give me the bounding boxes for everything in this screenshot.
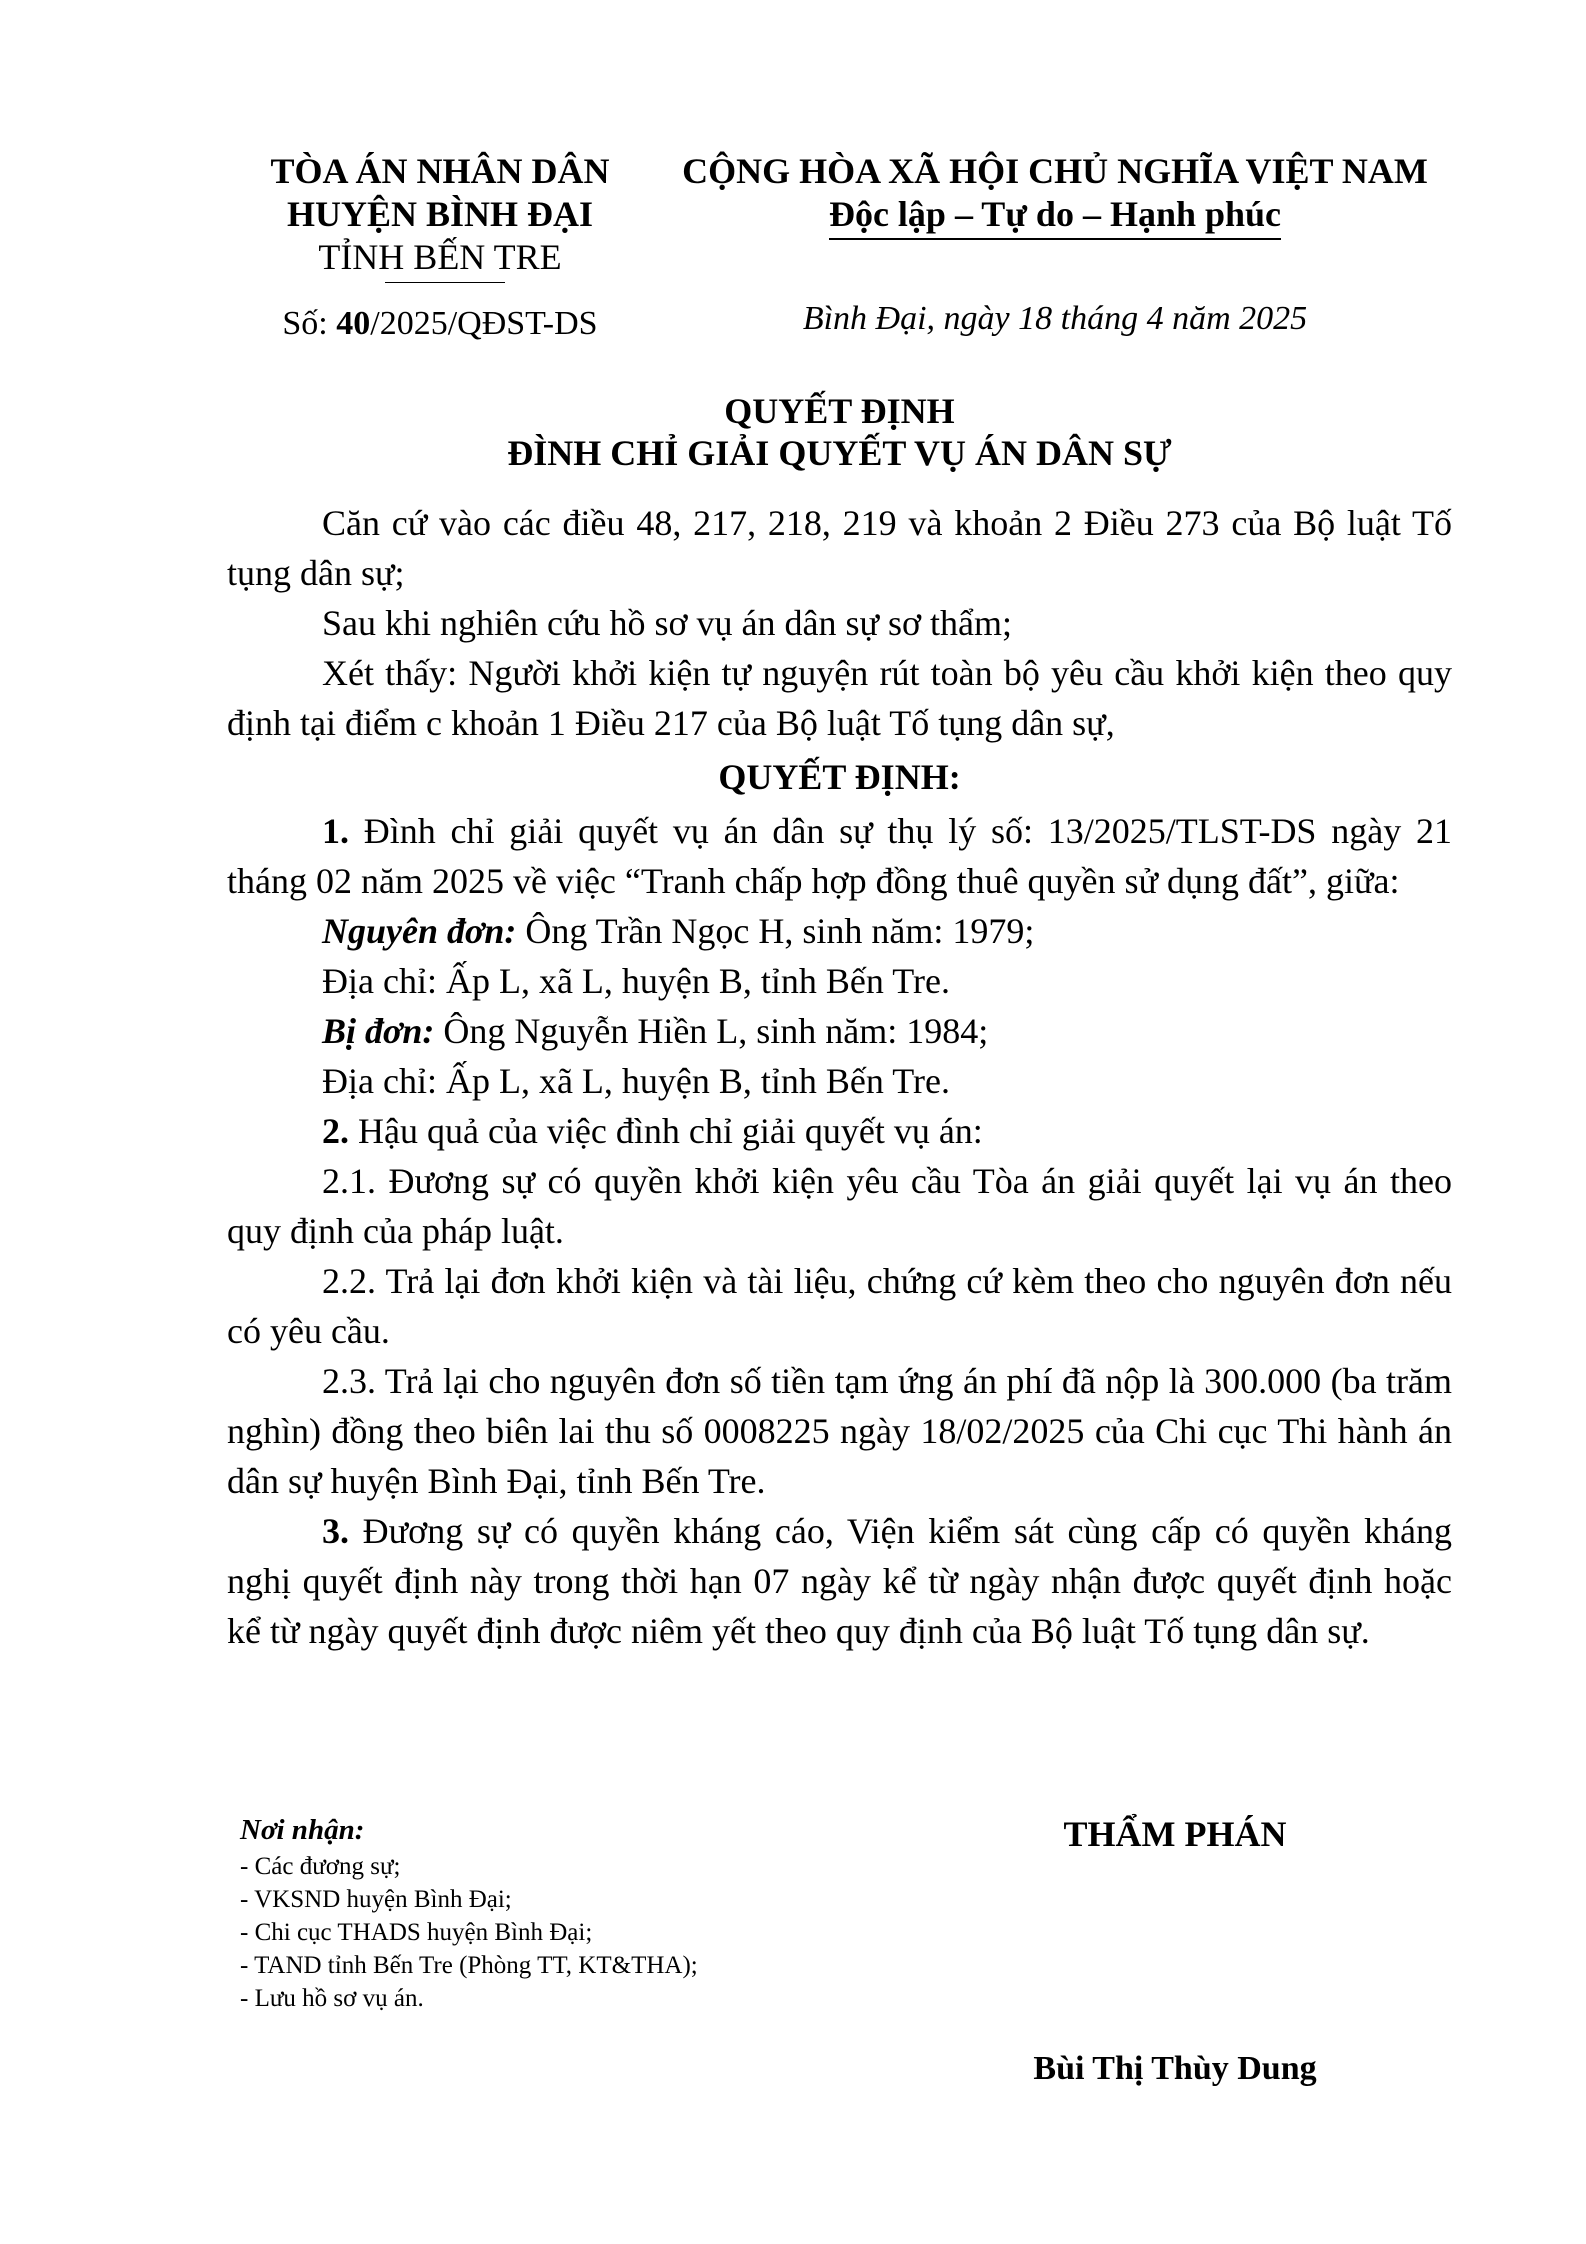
defendant-label: Bị đơn: (322, 1011, 435, 1051)
place-date: Bình Đại, ngày 18 tháng 4 năm 2025 (802, 300, 1308, 337)
recipient-item: - VKSND huyện Bình Đại; (240, 1886, 512, 1913)
national-motto: Độc lập – Tự do – Hạnh phúc (829, 193, 1281, 240)
document-subtitle: ĐÌNH CHỈ GIẢI QUYẾT VỤ ÁN DÂN SỰ (507, 433, 1172, 473)
decision-number-value: 40 (336, 305, 371, 342)
defendant: Bị đơn: Ông Nguyễn Hiền L, sinh năm: 1984; (322, 1011, 989, 1051)
document-title: QUYẾT ĐỊNH (724, 391, 955, 431)
court-name-line1: TÒA ÁN NHÂN DÂN (270, 151, 610, 191)
decision-number: Số: 40/2025/QĐST-DS (282, 305, 598, 342)
item-2: 2. Hậu quả của việc đình chỉ giải quyết vụ án: (322, 1111, 983, 1151)
court-header (230, 150, 650, 279)
decision-heading: QUYẾT ĐỊNH: (718, 757, 961, 797)
item-3: 3. Đương sự có quyền kháng cáo, Viện kiểm sát cùng cấp có quyền kháng nghị quyết định này trong thời hạn 07 ngày kể từ ngày nhận được quyết định hoặc kể từ ngày quyết định được niêm yết theo quy định của Bộ luật Tố tụng dân sự. (227, 1511, 1452, 1651)
legal-basis-3: Xét thấy: Người khởi kiện tự nguyện rút toàn bộ yêu cầu khởi kiện theo quy định tại điểm c khoản 1 Điều 217 của Bộ luật Tố tụng dân sự, (227, 653, 1452, 743)
recipient-item: - Các đương sự; (240, 1853, 401, 1880)
court-name-line3: TỈNH BẾN TRE (318, 237, 562, 277)
signer-name: Bùi Thị Thùy Dung (1033, 2050, 1317, 2087)
recipient-item: - Chi cục THADS huyện Bình Đại; (240, 1919, 593, 1946)
recipients-list (240, 1810, 940, 2015)
legal-basis-1: Căn cứ vào các điều 48, 217, 218, 219 và khoản 2 Điều 273 của Bộ luật Tố tụng dân sự; (227, 503, 1452, 593)
item-2-1: 2.1. Đương sự có quyền khởi kiện yêu cầu Tòa án giải quyết lại vụ án theo quy định của pháp luật. (227, 1161, 1452, 1251)
court-name-line2: HUYỆN BÌNH ĐẠI (286, 194, 594, 234)
republic-header (660, 150, 1450, 240)
court-header-rule (385, 282, 505, 283)
item-2-3: 2.3. Trả lại cho nguyên đơn số tiền tạm ứng án phí đã nộp là 300.000 (ba trăm nghìn) đồng theo biên lai thu số 0008225 ngày 18/02/2025 của Chi cục Thi hành án dân sự huyện Bình Đại, tỉnh Bến Tre. (227, 1361, 1452, 1501)
signer-role: THẨM PHÁN (1063, 1814, 1287, 1854)
item-1: 1. Đình chỉ giải quyết vụ án dân sự thụ lý số: 13/2025/TLST-DS ngày 21 tháng 02 năm 2025 về việc “Tranh chấp hợp đồng thuê quyền sử dụng đất”, giữa: (227, 811, 1452, 901)
plaintiff-address: Địa chỉ: Ấp L, xã L, huyện B, tỉnh Bến Tre. (322, 961, 950, 1001)
republic-name: CỘNG HÒA XÃ HỘI CHỦ NGHĨA VIỆT NAM (682, 151, 1428, 191)
recipient-item: - TAND tỉnh Bến Tre (Phòng TT, KT&THA); (240, 1952, 698, 1979)
document-body (227, 498, 1452, 1656)
recipient-item: - Lưu hồ sơ vụ án. (240, 1985, 424, 2012)
plaintiff-label: Nguyên đơn: (322, 911, 517, 951)
defendant-address: Địa chỉ: Ấp L, xã L, huyện B, tỉnh Bến Tre. (322, 1061, 950, 1101)
plaintiff: Nguyên đơn: Ông Trần Ngọc H, sinh năm: 1979; (322, 911, 1035, 951)
item-2-2: 2.2. Trả lại đơn khởi kiện và tài liệu, chứng cứ kèm theo cho nguyên đơn nếu có yêu cầu. (227, 1261, 1452, 1351)
legal-basis-2: Sau khi nghiên cứu hồ sơ vụ án dân sự sơ thẩm; (322, 603, 1013, 643)
recipients-title: Nơi nhận: (240, 1814, 365, 1846)
